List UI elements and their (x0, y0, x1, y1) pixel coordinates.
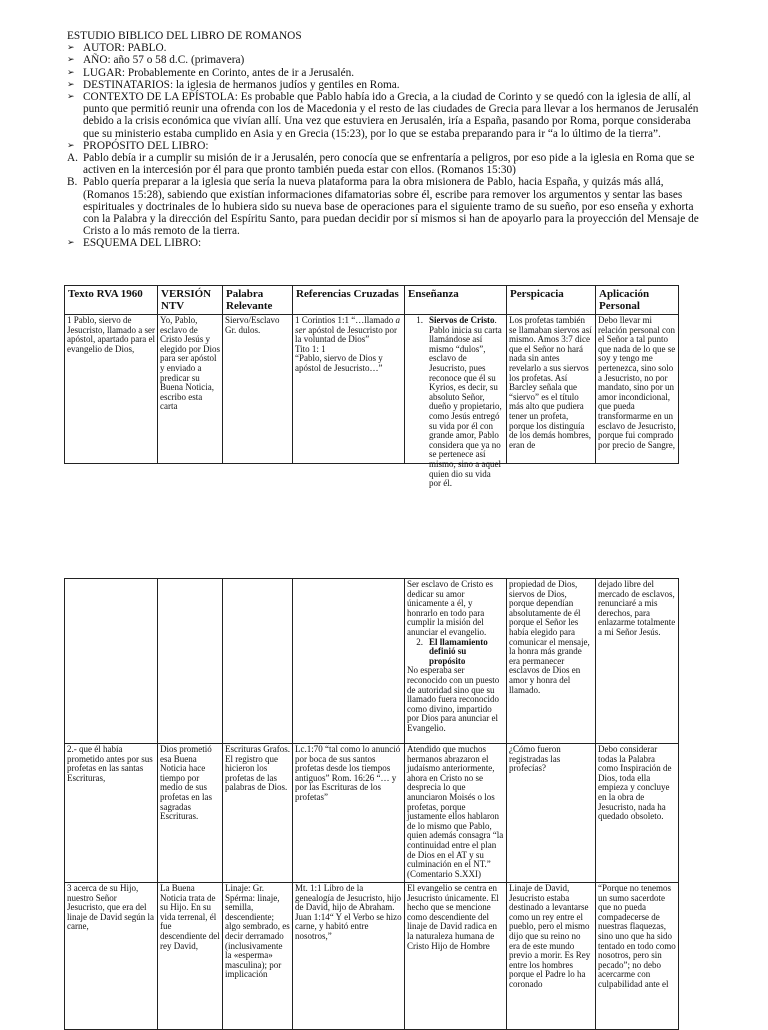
table-cell: Debo considerar todas la Palabra como Inspiración de Dios, toda ella empieza y concluye en la obra de Jesucristo, nada ha quedado obsoleto. (596, 744, 679, 883)
table-cell: ¿Cómo fueron registradas las profecías? (507, 744, 596, 883)
table-cell (223, 579, 293, 744)
list-item (67, 140, 707, 152)
list-number: 2. (416, 636, 423, 647)
table-cell: La Buena Noticia trata de su Hijo. En su vida terrenal, él fue descendiente del rey David, (158, 883, 223, 1030)
list-item (67, 91, 707, 140)
table-row (65, 883, 679, 1030)
ref-text: apóstol de Jesucristo por la voluntad de Dios” (295, 324, 397, 345)
table-cell: Atendido que muchos hermanos abrazaron el judaísmo anteriormente, ahora en Cristo no se desprecia lo que anunciaron Moisés o los profetas, porque justamente ellos hablaron de lo mismo que Pablo, quien además consagra “la continuidad entre el plan de Dios en el AT y su culminación en el NT.” (Comentario S.XXI) (405, 744, 507, 883)
table-cell (507, 883, 596, 1030)
table-cell (65, 579, 158, 744)
document-intro (67, 30, 707, 250)
col-header: Enseñanza (405, 286, 507, 315)
document-title: ESTUDIO BIBLICO DEL LIBRO DE ROMANOS (67, 30, 302, 42)
table-cell (223, 883, 293, 1030)
year-line: AÑO: año 57 o 58 d.C. (primavera) (83, 54, 245, 67)
ref-text: “Pablo, siervo de Dios y apóstol de Jesucristo…” (295, 353, 383, 373)
purpose-heading: PROPÓSITO DEL LIBRO: (83, 139, 209, 152)
study-table-top (64, 285, 679, 489)
context-paragraph: CONTEXTO DE LA EPÍSTOLA: Es probable que Pablo había ido a Grecia, a la ciudad de Corinto y se quedó con la iglesia de allí, al punto que permitió reunir una ofrenda con los de Macedonia y el resto de las ciudades de Grecia para llevar a los hermanos de Jerusalén debido a la crisis económica que vivían allí. Una vez que estuviera en Jerusalén, iría a España, pasando por Roma, porque consideraba que su ministerio estaba cumplido en Asia y en Grecia (15:23), por lo que se estaba preparando para ir “a lo último de la tierra”. (83, 91, 699, 140)
col-header: Texto RVA 1960 (65, 286, 158, 315)
arrow-bullet-icon: ➢ (67, 43, 75, 54)
author-line: AUTOR: PABLO. (83, 42, 167, 55)
arrow-bullet-icon: ➢ (67, 55, 75, 66)
table-cell (405, 579, 507, 744)
table-cell: 1 Pablo, siervo de Jesucristo, llamado a ser apóstol, apartado para el evangelio de Dios, (65, 315, 158, 464)
place-line: LUGAR: Probablemente en Corinto, antes de ir a Jerusalén. (83, 66, 355, 79)
table-cell (293, 315, 405, 464)
table-cell: propiedad de Dios, siervos de Dios, porque dependían absolutamente de él porque el Señor les había elegido para comunicar el mensaje, la honra más grande era permanecer esclavos de Dios en amor y honra del llamado. (507, 579, 596, 744)
purpose-item-b (67, 176, 707, 237)
list-item (67, 54, 707, 66)
table-cell: El evangelio se centra en Jesucristo únicamente. El hecho que se mencione como descendiente del linaje de David radica en la naturaleza humana de Cristo Hijo de Hombre (405, 883, 507, 1030)
table-cell (293, 579, 405, 744)
cell-text: Linaje de David, Jesucristo estaba destinado a levantarse como un rey entre el pueblo, pero el mismo dijo que su reino no era de este mundo previo a morir. Es Rey entre los hombres porque el Padre lo ha coronado (509, 883, 591, 989)
purpose-item-a (67, 152, 707, 176)
table-cell: Lc.1:70 “tal como lo anunció por boca de sus santos profetas desde los tiempos antiguos” Rom. 16:26 “… y por las Escrituras de los profetas” (293, 744, 405, 883)
arrow-bullet-icon: ➢ (67, 79, 75, 90)
col-header: VERSIÓN NTV (158, 286, 223, 315)
cell-text: Debo llevar mi relación personal con el Señor a tal punto que nada de lo que se soy y tengo me pertenezca, sino solo a Jesucristo, no por mandato, sino por un amor incondicional, que pueda transformarme en un esclavo de Jesucristo, porque fui comprado por precio de Sangre, (598, 315, 676, 450)
table-row (65, 579, 679, 744)
table-cell: 2.- que él había prometido antes por sus profetas en las santas Escrituras, (65, 744, 158, 883)
purpose-text: Pablo quería preparar a la iglesia que sería la nueva plataforma para la obra misionera de Pablo, hacia España, y quizás más allá, (Romanos 15:28), sabiendo que existían informaciones difamatorias sobre él, escribe para remover los argumentos y sentar las bases espirituales y doctrinales de lo hubiera sido su nueva base de operaciones para el siguiente tramo de su sueño, por eso enseña y exhorta con la Palabra y la dirección del Espíritu Santo, para puedan decidir por sí mismos si han de apoyarlo para la proyección del Mensaje de Cristo a lo más remoto de la tierra. (83, 176, 699, 238)
cell-text: “Porque no tenemos un sumo sacerdote que no pueda compadecerse de nuestras flaquezas, sino uno que ha sido tentado en todo como nosotros, pero sin pecado”; no debo acercarme con culpabilidad ante el (598, 883, 676, 989)
table-cell (596, 315, 679, 464)
recipients-line: DESTINATARIOS: la iglesia de hermanos judíos y gentiles en Roma. (83, 78, 400, 91)
table-cell: 3 acerca de su Hijo, nuestro Señor Jesucristo, que era del linaje de David según la carne, (65, 883, 158, 1030)
ref-text: Tito 1: 1 (295, 343, 326, 354)
col-header: Referencias Cruzadas (293, 286, 405, 315)
point-text: . Pablo inicia su carta llamándose así mismo “dulos”, esclavo de Jesucristo, pues reconoce que él su Kyrios, es decir, su absoluto Señor, dueño y propietario, como Jesús entregó su vida por él con grande amor, Pablo considera que ya no se pertenece así mismo, sino a aquel quien dio su vida por él. (429, 315, 502, 489)
table-cell (405, 315, 507, 489)
arrow-bullet-icon: ➢ (67, 92, 75, 103)
table-row (65, 315, 679, 464)
table-cell (507, 315, 596, 464)
arrow-bullet-icon: ➢ (67, 67, 75, 78)
point-heading: El llamamiento definió su propósito (429, 636, 488, 666)
arrow-bullet-icon: ➢ (67, 140, 75, 151)
ref-text: 1 Corintios 1:1 “…llamado (295, 315, 396, 325)
cell-text: Ser esclavo de Cristo es dedicar su amor únicamente a él, y honrarlo en todo para cumplir la misión del anunciar el evangelio. (407, 579, 493, 637)
purpose-marker: B. (67, 176, 78, 189)
point-heading: Siervos de Cristo (429, 315, 495, 325)
table-header-row (65, 286, 679, 315)
table-cell (596, 883, 679, 1030)
col-header: Palabra Relevante (223, 286, 293, 315)
outline-heading: ESQUEMA DEL LIBRO: (83, 237, 202, 250)
list-item (67, 67, 707, 79)
table-cell: Siervo/Esclavo Gr. dulos. (223, 315, 293, 464)
table-cell: dejado libre del mercado de esclavos, renunciaré a mis derechos, para enlazarme totalmente a mi Señor Jesús. (596, 579, 679, 744)
col-header: Perspicacia (507, 286, 596, 315)
list-item (67, 237, 707, 249)
ref-italic: a ser (295, 315, 400, 335)
table-cell: Yo, Pablo, esclavo de Cristo Jesús y elegido por Dios para ser apóstol y enviado a predicar su Buena Noticia, escribo esta carta (158, 315, 223, 464)
list-item (67, 79, 707, 91)
arrow-bullet-icon: ➢ (67, 238, 75, 249)
table-cell: Mt. 1:1 Libro de la genealogía de Jesucristo, hijo de David, hijo de Abraham. Juan 1:14“ Y el Verbo se hizo carne, y habitó entre nosotros,” (293, 883, 405, 1030)
table-row (65, 744, 679, 883)
table-cell: Dios prometió esa Buena Noticia hace tiempo por medio de sus profetas en las sagradas Escrituras. (158, 744, 223, 883)
cell-text: No esperaba ser reconocido con un puesto de autoridad sino que su llamado fuera reconocido como divino, impartido por Dios para anunciar el Evangelio. (407, 665, 500, 733)
purpose-text: Pablo debía ir a cumplir su misión de ir a Jerusalén, pero conocía que se enfrentaría a peligros, por eso pide a la iglesia en Roma que se activen en la intercesión por él para que pronto también pueda estar con ellos. (Romanos 15:30) (83, 152, 695, 177)
list-number: 1. (416, 315, 423, 325)
purpose-marker: A. (67, 152, 78, 165)
table-cell: Escrituras Grafos. El registro que hicieron los profetas de las palabras de Dios. (223, 744, 293, 883)
study-table-bottom (64, 578, 679, 1030)
col-header: Aplicación Personal (596, 286, 679, 315)
cell-text: Los profetas también se llamaban siervos así mismo. Amos 3:7 dice que el Señor no hará nada sin antes revelarlo a sus siervos los profetas. Así Barcley señala que “siervo” es el título más alto que pudiera tener un profeta, porque los distinguía de los demás hombres, eran de (509, 315, 592, 450)
cell-text: Linaje: Gr. Spérma: linaje, semilla, descendiente; algo sembrado, es decir derramado (inclusivamente la «esperma» masculina); por implicación (225, 883, 290, 980)
table-cell (158, 579, 223, 744)
list-item (67, 42, 707, 54)
